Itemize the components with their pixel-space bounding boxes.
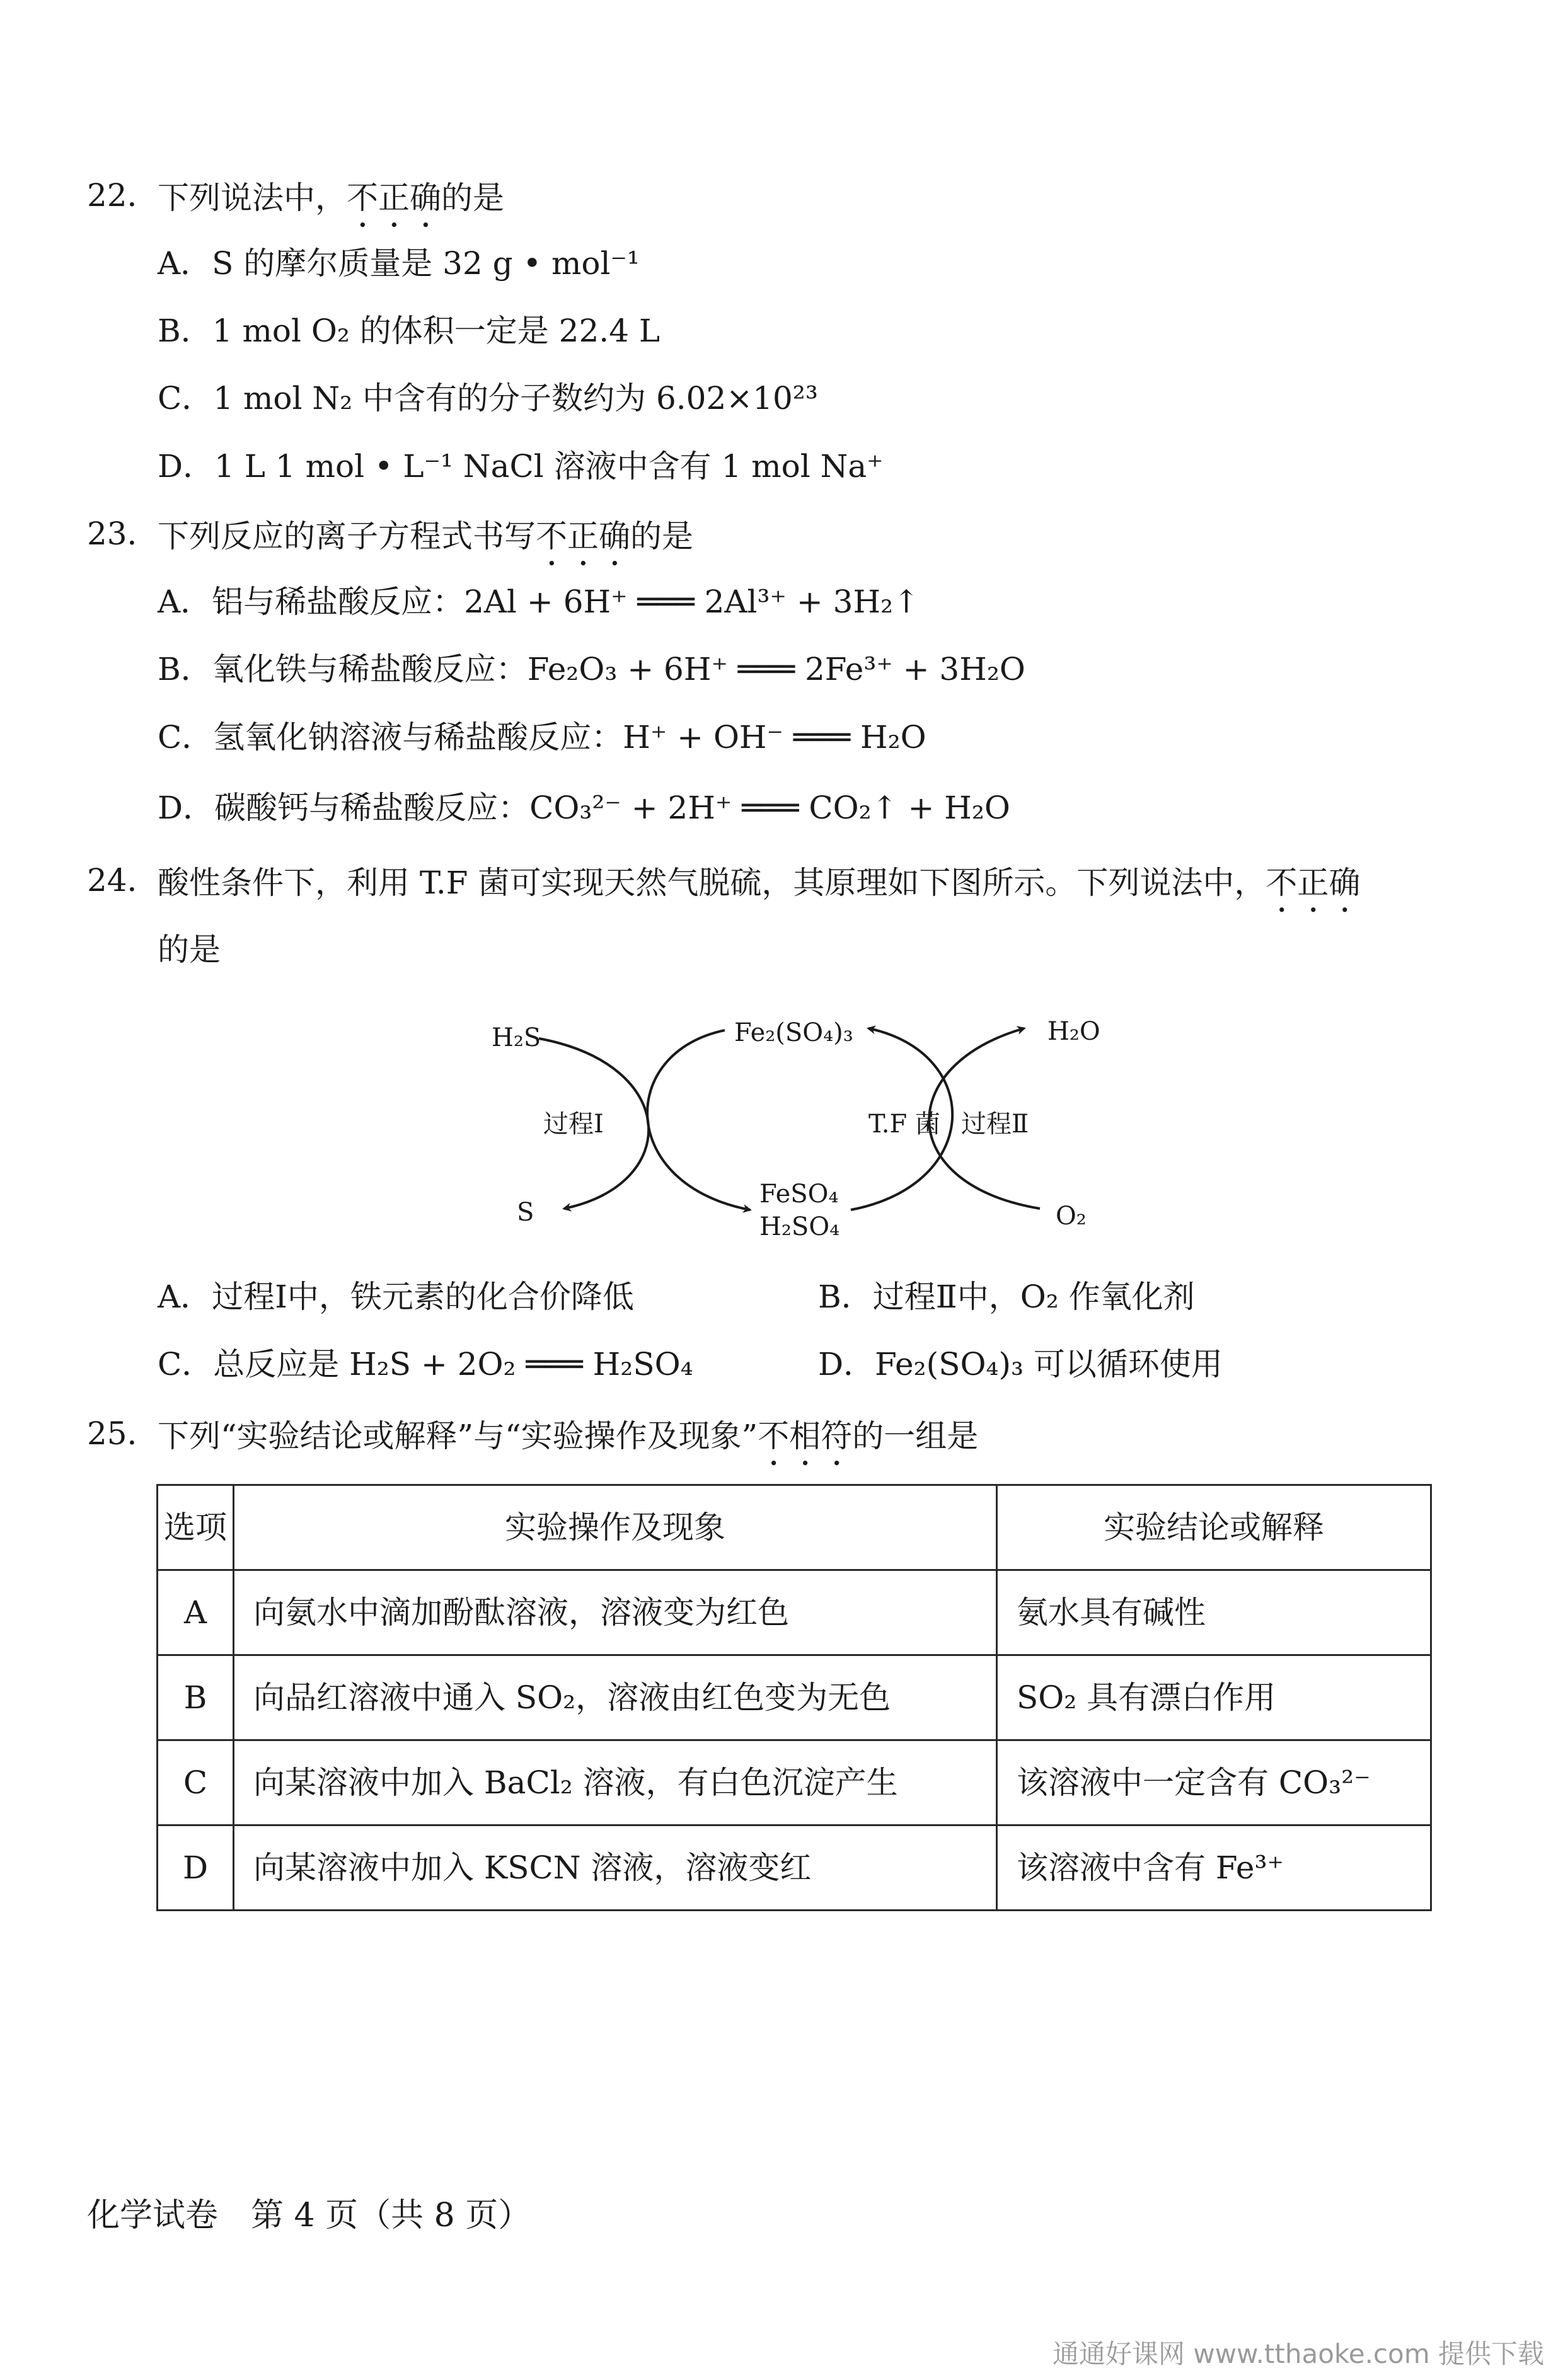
label-tf-bacteria: T.F 菌 (868, 1110, 940, 1139)
label-h2s: H₂S (492, 1023, 541, 1052)
q23-option-b: B．氧化铁与稀盐酸反应：Fe₂O₃ + 6H⁺ ═══ 2Fe³⁺ + 3H₂O (158, 651, 1025, 687)
q25-stem-emphasis: 不相符 (758, 1418, 853, 1454)
q23-option-a: A．铝与稀盐酸反应：2Al + 6H⁺ ═══ 2Al³⁺ + 3H₂↑ (158, 584, 920, 620)
row-c-option: C (158, 1740, 234, 1825)
q24-number: 24． (87, 862, 159, 899)
label-s: S (517, 1198, 534, 1227)
label-h2so4: H₂SO₄ (759, 1212, 840, 1241)
q24-stem-emphasis: 不正确 (1266, 865, 1361, 901)
q23-number: 23． (87, 515, 159, 552)
experiment-table (156, 1484, 1432, 1911)
q23-stem-post: 的是 (630, 518, 693, 555)
row-a-conclusion: 氨水具有碱性 (997, 1570, 1431, 1655)
q24-option-b: B．过程Ⅱ中，O₂ 作氧化剂 (818, 1279, 1195, 1315)
label-h2o: H₂O (1047, 1017, 1100, 1046)
q23-option-c: C．氢氧化钠溶液与稀盐酸反应：H⁺ + OH⁻ ═══ H₂O (158, 719, 926, 756)
header-option: 选项 (158, 1485, 234, 1570)
q22-stem-post: 的是 (441, 180, 504, 216)
row-b-option: B (158, 1655, 234, 1740)
q24-option-a: A．过程Ⅰ中，铁元素的化合价降低 (158, 1279, 634, 1315)
table-row (158, 1825, 1431, 1911)
label-process-2: 过程Ⅱ (961, 1110, 1029, 1139)
row-d-conclusion: 该溶液中含有 Fe³⁺ (997, 1825, 1431, 1911)
q22-option-c: C．1 mol N₂ 中含有的分子数约为 6.02×10²³ (158, 380, 818, 417)
page-footer: 化学试卷 第 4 页（共 8 页） (87, 2197, 531, 2234)
q22-option-d: D．1 L 1 mol • L⁻¹ NaCl 溶液中含有 1 mol Na⁺ (158, 448, 884, 485)
q23-stem-emphasis: 不正确 (536, 518, 630, 555)
q25-stem-pre: 下列“实验结论或解释”与“实验操作及现象” (158, 1418, 758, 1454)
arc-fe2so43-to-feso4 (647, 1030, 750, 1210)
header-conclusion: 实验结论或解释 (997, 1485, 1431, 1570)
watermark: 通通好课网 www.tthaoke.com 提供下载 (1053, 2338, 1544, 2369)
row-b-operation: 向品红溶液中通入 SO₂，溶液由红色变为无色 (234, 1655, 997, 1740)
row-c-conclusion: 该溶液中一定含有 CO₃²⁻ (997, 1740, 1431, 1825)
header-operation: 实验操作及现象 (234, 1485, 997, 1570)
q24-option-d: D．Fe₂(SO₄)₃ 可以循环使用 (818, 1346, 1223, 1383)
q25-stem (158, 1418, 978, 1473)
q22-stem-emphasis: 不正确 (347, 180, 441, 216)
q23-option-d: D．碳酸钙与稀盐酸反应：CO₃²⁻ + 2H⁺ ═══ CO₂↑ + H₂O (158, 790, 1010, 826)
q22-option-a: A．S 的摩尔质量是 32 g • mol⁻¹ (158, 245, 640, 282)
row-b-conclusion: SO₂ 具有漂白作用 (997, 1655, 1431, 1740)
q25-stem-post: 的一组是 (852, 1418, 979, 1454)
row-d-option: D (158, 1825, 234, 1911)
label-o2: O₂ (1056, 1202, 1087, 1231)
label-fe2so43: Fe₂(SO₄)₃ (734, 1018, 853, 1047)
row-c-operation: 向某溶液中加入 BaCl₂ 溶液，有白色沉淀产生 (234, 1740, 997, 1825)
table-header-row (158, 1485, 1431, 1570)
q22-option-b: B．1 mol O₂ 的体积一定是 22.4 L (158, 313, 660, 349)
row-a-option: A (158, 1570, 234, 1655)
q22-number: 22． (87, 177, 159, 214)
table-row (158, 1570, 1431, 1655)
row-a-operation: 向氨水中滴加酚酞溶液，溶液变为红色 (234, 1570, 997, 1655)
q24-option-c: C．总反应是 H₂S + 2O₂ ═══ H₂SO₄ (158, 1346, 693, 1383)
row-d-operation: 向某溶液中加入 KSCN 溶液，溶液变红 (234, 1825, 997, 1911)
q24-stem-line2: 的是 (158, 931, 221, 968)
q25-number: 25． (87, 1415, 159, 1452)
label-process-1: 过程Ⅰ (543, 1110, 604, 1139)
q22-stem-pre: 下列说法中， (158, 180, 347, 216)
label-feso4: FeSO₄ (759, 1180, 839, 1209)
table-row (158, 1655, 1431, 1740)
table-row (158, 1740, 1431, 1825)
q24-stem-line1: 酸性条件下，利用 T.F 菌可实现天然气脱硫，其原理如下图所示。下列说法中，不正确 (158, 865, 1361, 901)
q23-stem-pre: 下列反应的离子方程式书写 (158, 518, 536, 555)
